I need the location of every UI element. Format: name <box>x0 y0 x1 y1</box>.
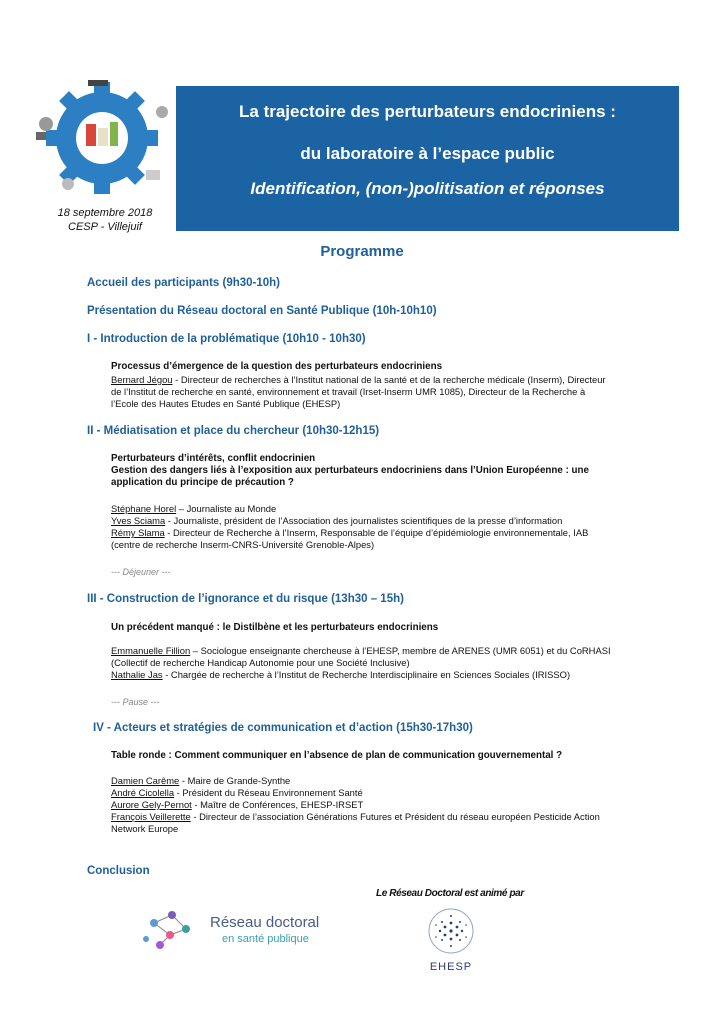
event-place: CESP - Villejuif <box>68 221 142 233</box>
speaker-line <box>111 811 600 823</box>
speaker-line <box>111 374 606 386</box>
reseau-doctoral-logo <box>140 905 340 955</box>
conclusion-heading: Conclusion <box>87 865 150 877</box>
speaker-desc: - Directeur de recherches à l’Institut national de la santé et de la recherche médicale (Inserm), Directeur <box>172 374 606 385</box>
section-3-speakers <box>111 645 611 681</box>
section-1-speakers <box>111 374 606 410</box>
speaker-name: André Cicolella <box>111 787 175 798</box>
network-people-icon <box>140 905 200 955</box>
speaker-line: (centre de recherche Inserm-CNRS-Université Grenoble-Alpes) <box>111 539 375 550</box>
speaker-line <box>111 799 600 811</box>
lunch-break: --- Déjeuner --- <box>111 567 171 577</box>
section-2-speakers <box>111 503 588 551</box>
speaker-desc: - Maire de Grande-Synthe <box>179 775 291 786</box>
speaker-desc: - Directeur de Recherche à l’Inserm, Responsable de l’équipe d’épidémiologie environnementale, IAB <box>164 527 589 538</box>
programme-heading: Programme <box>320 243 404 260</box>
accueil-heading: Accueil des participants (9h30-10h) <box>87 277 281 289</box>
speaker-line <box>111 775 600 787</box>
speaker-line <box>111 527 588 539</box>
speaker-name: Stéphane Horel <box>111 503 177 514</box>
section-2-subtitles <box>111 453 589 489</box>
section-2-subtitle-3: application du principe de précaution ? <box>111 477 294 488</box>
section-1-subtitle: Processus d’émergence de la question des perturbateurs endocriniens <box>111 361 443 372</box>
rdsp-subtitle: en santé publique <box>222 933 309 945</box>
pause-break: --- Pause --- <box>111 697 160 707</box>
title-line-1: La trajectoire des perturbateurs endocriniens : <box>239 102 616 121</box>
speaker-name: Nathalie Jas <box>111 669 163 680</box>
speaker-name: Yves Sciama <box>111 515 166 526</box>
speaker-name: Emmanuelle Fillion <box>111 645 191 656</box>
section-2-subtitle-1: Perturbateurs d’intérêts, conflit endocrinien <box>111 453 316 464</box>
speaker-name: Bernard Jégou <box>111 374 173 385</box>
speaker-name: François Veillerette <box>111 811 191 822</box>
speaker-desc: - Journaliste, président de l’Association des journalistes scientifiques de la presse d’information <box>165 515 563 526</box>
speaker-line: (Collectif de recherche Handicap Autonomie pour une Société Inclusive) <box>111 657 410 668</box>
title-line-3: Identification, (non-)politisation et réponses <box>250 179 605 198</box>
speaker-desc: - Maître de Conférences, EHESP-IRSET <box>191 799 364 810</box>
section-3-title: III - Construction de l’ignorance et du risque (13h30 – 15h) <box>87 593 404 605</box>
event-logo-gear <box>28 72 176 202</box>
ehesp-emblem-icon <box>416 905 486 959</box>
section-4-subtitle: Table ronde : Comment communiquer en l’absence de plan de communication gouvernemental ? <box>111 750 563 761</box>
speaker-desc: – Journaliste au Monde <box>176 503 277 514</box>
speaker-line <box>111 669 611 681</box>
speaker-desc: – Sociologue enseignante chercheuse à l’EHESP, membre de ARENES (UMR 6051) et du CoRHASI <box>190 645 611 656</box>
speaker-line: Network Europe <box>111 823 179 834</box>
section-2-subtitle-2: Gestion des dangers liés à l’exposition aux perturbateurs endocriniens dans l’Union Européenne : une <box>111 465 589 476</box>
speaker-line <box>111 515 588 527</box>
speaker-line <box>111 503 588 515</box>
speaker-name: Damien Carême <box>111 775 180 786</box>
ehesp-logo <box>416 905 486 975</box>
speaker-desc: - Directeur de l’association Générations Futures et Président du réseau européen Pesticide Action <box>190 811 600 822</box>
speaker-name: Aurore Gely-Pernot <box>111 799 192 810</box>
section-2-title: II - Médiatisation et place du chercheur (10h30-12h15) <box>87 425 380 437</box>
event-date-place <box>40 206 170 234</box>
event-date: 18 septembre 2018 <box>57 207 153 219</box>
animated-by-caption: Le Réseau Doctoral est animé par <box>376 888 524 899</box>
speaker-line <box>111 787 600 799</box>
title-line-2: du laboratoire à l’espace public <box>300 144 555 163</box>
section-3-subtitle: Un précédent manqué : le Distilbène et les perturbateurs endocriniens <box>111 622 439 633</box>
speaker-desc: - Président du Réseau Environnement Santé <box>174 787 363 798</box>
ehesp-label: EHESP <box>429 961 473 973</box>
speaker-line <box>111 645 611 657</box>
presentation-heading: Présentation du Réseau doctoral en Santé Publique (10h-10h10) <box>87 305 437 317</box>
speaker-name: Rémy Slama <box>111 527 165 538</box>
section-1-title: I - Introduction de la problématique (10h10 - 10h30) <box>87 333 366 345</box>
section-4-title: IV - Acteurs et stratégies de communication et d’action (15h30-17h30) <box>93 722 473 734</box>
speaker-desc: - Chargée de recherche à l’Institut de Recherche Interdisciplinaire en Sciences Sociales (IRISSO) <box>162 669 571 680</box>
title-banner <box>176 86 679 231</box>
section-4-speakers <box>111 775 600 835</box>
speaker-line: l’Ecole des Hautes Etudes en Santé Publique (EHESP) <box>111 398 341 409</box>
rdsp-name: Réseau doctoral <box>210 914 320 931</box>
speaker-line: de l’Institut de recherche en santé, environnement et travail (Irset-Inserm UMR 1085), Directeur de la Recherche à <box>111 386 586 397</box>
